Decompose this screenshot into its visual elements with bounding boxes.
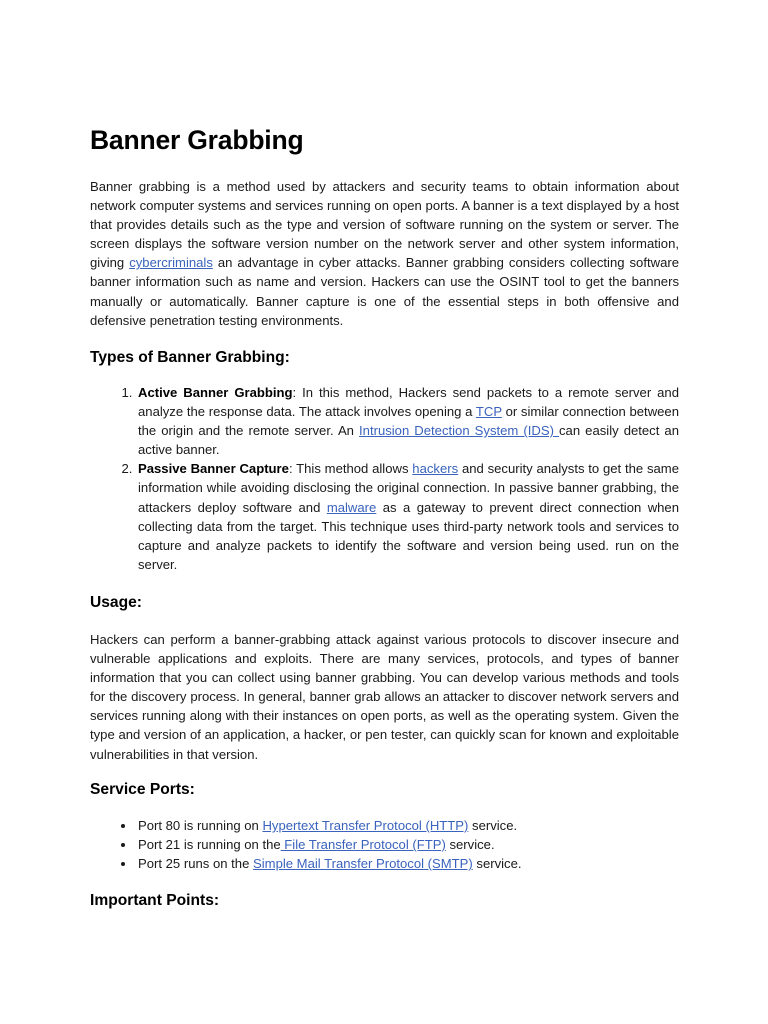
list-item [136, 383, 679, 459]
bullet-text-2: service. [445, 837, 495, 853]
types-heading-block [90, 348, 679, 368]
list-item [136, 835, 679, 854]
link-ftp[interactable]: File Transfer Protocol (FTP) [280, 837, 446, 853]
intro-paragraph-block [90, 177, 679, 330]
list-item [136, 854, 679, 873]
link-cybercriminals[interactable]: cybercriminals [129, 255, 213, 271]
bullet-text-1: Port 21 is running on the [138, 837, 281, 853]
important-heading-block [90, 891, 679, 911]
link-hackers[interactable]: hackers [412, 461, 459, 477]
list-item [136, 459, 679, 574]
types-numbered-list [90, 383, 679, 574]
section-heading-service-ports: Service Ports: [90, 781, 195, 798]
types-list-block [90, 383, 679, 574]
usage-paragraph: Hackers can perform a banner-grabbing attack against various protocols to discover insecure and vulnerable applications and exploits. There are many services, protocols, and types of banner information that you can collect using banner grabbing. You can develop various methods and tools for the discovery process. In general, banner grab allows an attacker to discover network servers and services running along with their instances on open ports, as well as the operating system. Given the type and version of an application, a hacker, or pen tester, can quickly scan for known and exploitable vulnerabilities in that version. [90, 632, 679, 762]
link-http[interactable]: Hypertext Transfer Protocol (HTTP) [262, 818, 469, 833]
ports-heading-block [90, 780, 679, 800]
page-title: Banner Grabbing [90, 125, 304, 155]
section-heading-types: Types of Banner Grabbing: [90, 349, 290, 366]
bullet-text-1: Port 25 runs on the [138, 856, 254, 872]
list-item-text-1: : This method allows [288, 461, 413, 477]
link-smtp[interactable]: Simple Mail Transfer Protocol (SMTP) [253, 856, 473, 872]
bullet-text-1: Port 80 is running on [138, 818, 263, 833]
list-item-text-2: and security analysts to get the same information while avoiding disclosing the original connection. In passive banner grabbing, the attackers deploy software and [138, 461, 679, 515]
link-intrusion-detection-system[interactable]: Intrusion Detection System (IDS) [359, 423, 559, 439]
usage-heading-block [90, 593, 679, 613]
section-heading-usage: Usage: [90, 594, 142, 611]
list-item-text-3: can easily detect an active banner. [138, 423, 679, 458]
usage-paragraph-block [90, 630, 679, 764]
intro-text-part-2: an advantage in cyber attacks. Banner grabbing considers collecting software banner information such as name and version. Hackers can use the OSINT tool to get the banners manually or automatically. Banner capture is one of the essential steps in both offensive and defensive penetration testing environments. [90, 255, 679, 328]
list-item-text-2: or similar connection between the origin and the remote server. An [138, 404, 679, 439]
bullet-text-2: service. [472, 856, 522, 872]
list-item-text-1: : In this method, Hackers send packets to a remote server and analyze the response data. The attack involves opening a [138, 385, 680, 420]
link-malware[interactable]: malware [326, 499, 377, 515]
list-item-term: Active Banner Grabbing [138, 385, 293, 400]
intro-paragraph [90, 177, 679, 330]
link-tcp[interactable]: TCP [475, 404, 502, 420]
section-heading-important-points: Important Points: [90, 892, 220, 909]
list-item [136, 816, 679, 835]
intro-text-part-1: Banner grabbing is a method used by attackers and security teams to obtain information about network computer systems and services running on open ports. A banner is a text displayed by a host that provides details such as the type and version of software running on the system or server. The screen displays the software version number on the network server and other system information, giving [90, 179, 679, 271]
ports-list-block [90, 816, 679, 873]
list-item-term: Passive Banner Capture [138, 461, 289, 477]
service-ports-bullet-list [90, 816, 679, 873]
list-item-text-3: as a gateway to prevent direct connection when collecting data from the target. This technique uses third-party network tools and services to capture and analyze packets to identify the software and version being used. run on the server. [138, 499, 680, 572]
bullet-text-2: service. [468, 818, 518, 833]
